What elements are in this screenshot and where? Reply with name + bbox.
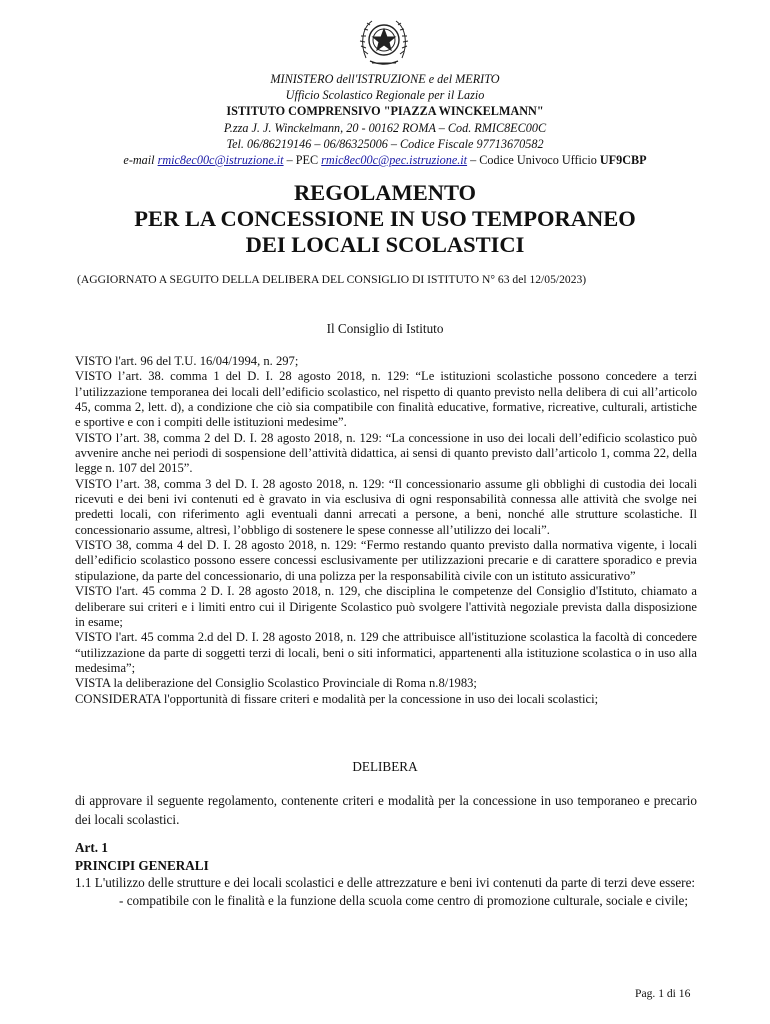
pec-label: – PEC: [286, 153, 319, 168]
regional-office: Ufficio Scolastico Regionale per il Lazio: [285, 88, 485, 103]
article-number: Art. 1: [75, 840, 108, 855]
delibera-heading: DELIBERA: [352, 759, 418, 774]
premise-paragraph: VISTO l'art. 96 del T.U. 16/04/1994, n. 297;: [75, 354, 299, 368]
document-subtitle: (AGGIORNATO A SEGUITO DELLA DELIBERA DEL CONSIGLIO DI ISTITUTO N° 63 del 12/05/2023): [77, 273, 587, 286]
approval-paragraph: di approvare il seguente regolamento, contenente criteri e modalità per la concessione in uso temporaneo e precario dei locali scolastici.: [75, 793, 697, 827]
document-title: [40, 180, 730, 258]
premise-paragraph: VISTO l’art. 38. comma 1 del D. I. 28 agosto 2018, n. 129: “Le istituzioni scolastiche possono concedere a terzi l’utilizzazione temporanea dei locali dell’edificio scolastico, nel rispetto di quanto previsto nella delibera di cui all’articolo 45, comma 2, lett. d), a condizione che ciò sia compatibile con finalità educative, formative, ricreative, culturali, artistiche e sportive e con i compiti delle istituzioni medesime”.: [75, 369, 697, 430]
title-line: REGOLAMENTO: [293, 180, 477, 205]
institute-name: ISTITUTO COMPRENSIVO "PIAZZA WINCKELMANN": [226, 104, 544, 119]
premise-paragraph: VISTO l'art. 45 comma 2 D. I. 28 agosto 2018, n. 129, che disciplina le competenze del Consiglio d'Istituto, chiamato a deliberare sui criteri e i limiti entro cui il Dirigente Scolastico può svolgere l'attività negoziale prevista dalla disposizione in esame;: [75, 584, 697, 629]
letterhead: [40, 71, 730, 168]
article-1: [75, 839, 697, 909]
ministry-name: MINISTERO dell'ISTRUZIONE e del MERITO: [270, 72, 500, 86]
pec-link[interactable]: rmic8ec00c@pec.istruzione.it: [321, 153, 468, 168]
italian-republic-emblem-icon: [358, 14, 410, 68]
unique-code-label: – Codice Univoco Ufficio: [470, 153, 597, 168]
page-number: Pag. 1 di 16: [635, 987, 691, 1000]
premise-paragraph: VISTA la deliberazione del Consiglio Scolastico Provinciale di Roma n.8/1983;: [75, 676, 477, 691]
premise-paragraph: VISTO 38, comma 4 del D. I. 28 agosto 2018, n. 129: “Fermo restando quanto previsto dalla normativa vigente, i locali dell’edificio scolastico possono essere concessi esclusivamente per utilizzazioni precarie e di carattere sporadico e previa stipulazione, da parte del concessionario, di una polizza per la responsabilità civile con un istituto assicurativo”: [75, 538, 697, 583]
email-link[interactable]: rmic8ec00c@istruzione.it: [157, 153, 284, 168]
article-heading: PRINCIPI GENERALI: [75, 857, 209, 873]
premises-section: [75, 354, 697, 707]
unique-code: UF9CBP: [599, 153, 647, 168]
premise-paragraph: CONSIDERATA l'opportunità di fissare criteri e modalità per la concessione in uso dei locali scolastici;: [75, 691, 599, 706]
contact-line: [40, 152, 730, 168]
premise-paragraph: VISTO l'art. 45 comma 2.d del D. I. 28 agosto 2018, n. 129 che attribuisce all'istituzione scolastica la facoltà di concedere “utilizzazione da parte di soggetti terzi di locali, beni o siti informatici, appartenenti alla istituzione scolastica o in uso alla medesima”;: [75, 630, 697, 675]
council-heading: Il Consiglio di Istituto: [326, 321, 444, 336]
institute-address: P.zza J. J. Winckelmann, 20 - 00162 ROMA – Cod. RMIC8EC00C: [223, 120, 547, 135]
article-paragraph: 1.1 L'utilizzo delle strutture e dei locali scolastici e delle attrezzature e beni ivi contenuti da parte di terzi deve essere:: [75, 875, 696, 890]
title-line: PER LA CONCESSIONE IN USO TEMPORANEO: [134, 206, 636, 231]
email-prefix: e-mail: [123, 153, 155, 168]
article-list-item: - compatibile con le finalità e la funzione della scuola come centro di promozione culturale, sociale e civile;: [119, 892, 689, 908]
title-line: DEI LOCALI SCOLASTICI: [245, 232, 525, 257]
premise-paragraph: VISTO l’art. 38, comma 3 del D. I. 28 agosto 2018, n. 129: “Il concessionario assume gli obblighi di custodia dei locali ricevuti e dei beni ivi contenuti ed è gravato in via esclusiva di ogni responsabilità connessa alle attività che svolge nei predetti locali, con riferimento agli eventuali danni arrecati a persone, a beni, nonché alle strutture scolastiche. Il concessionario assume, altresì, l’obbligo di sostenere le spese connesse all’utilizzo dei locali”.: [75, 476, 697, 537]
premise-paragraph: VISTO l’art. 38, comma 2 del D. I. 28 agosto 2018, n. 129: “La concessione in uso dei locali dell’edificio scolastico può avvenire anche nei periodi di sospensione dell’attività didattica, ai sensi di quanto previsto dall’articolo 1, comma 22, della legge n. 107 del 2015”.: [75, 430, 697, 476]
institute-phone: Tel. 06/86219146 – 06/86325006 – Codice Fiscale 97713670582: [226, 136, 544, 151]
